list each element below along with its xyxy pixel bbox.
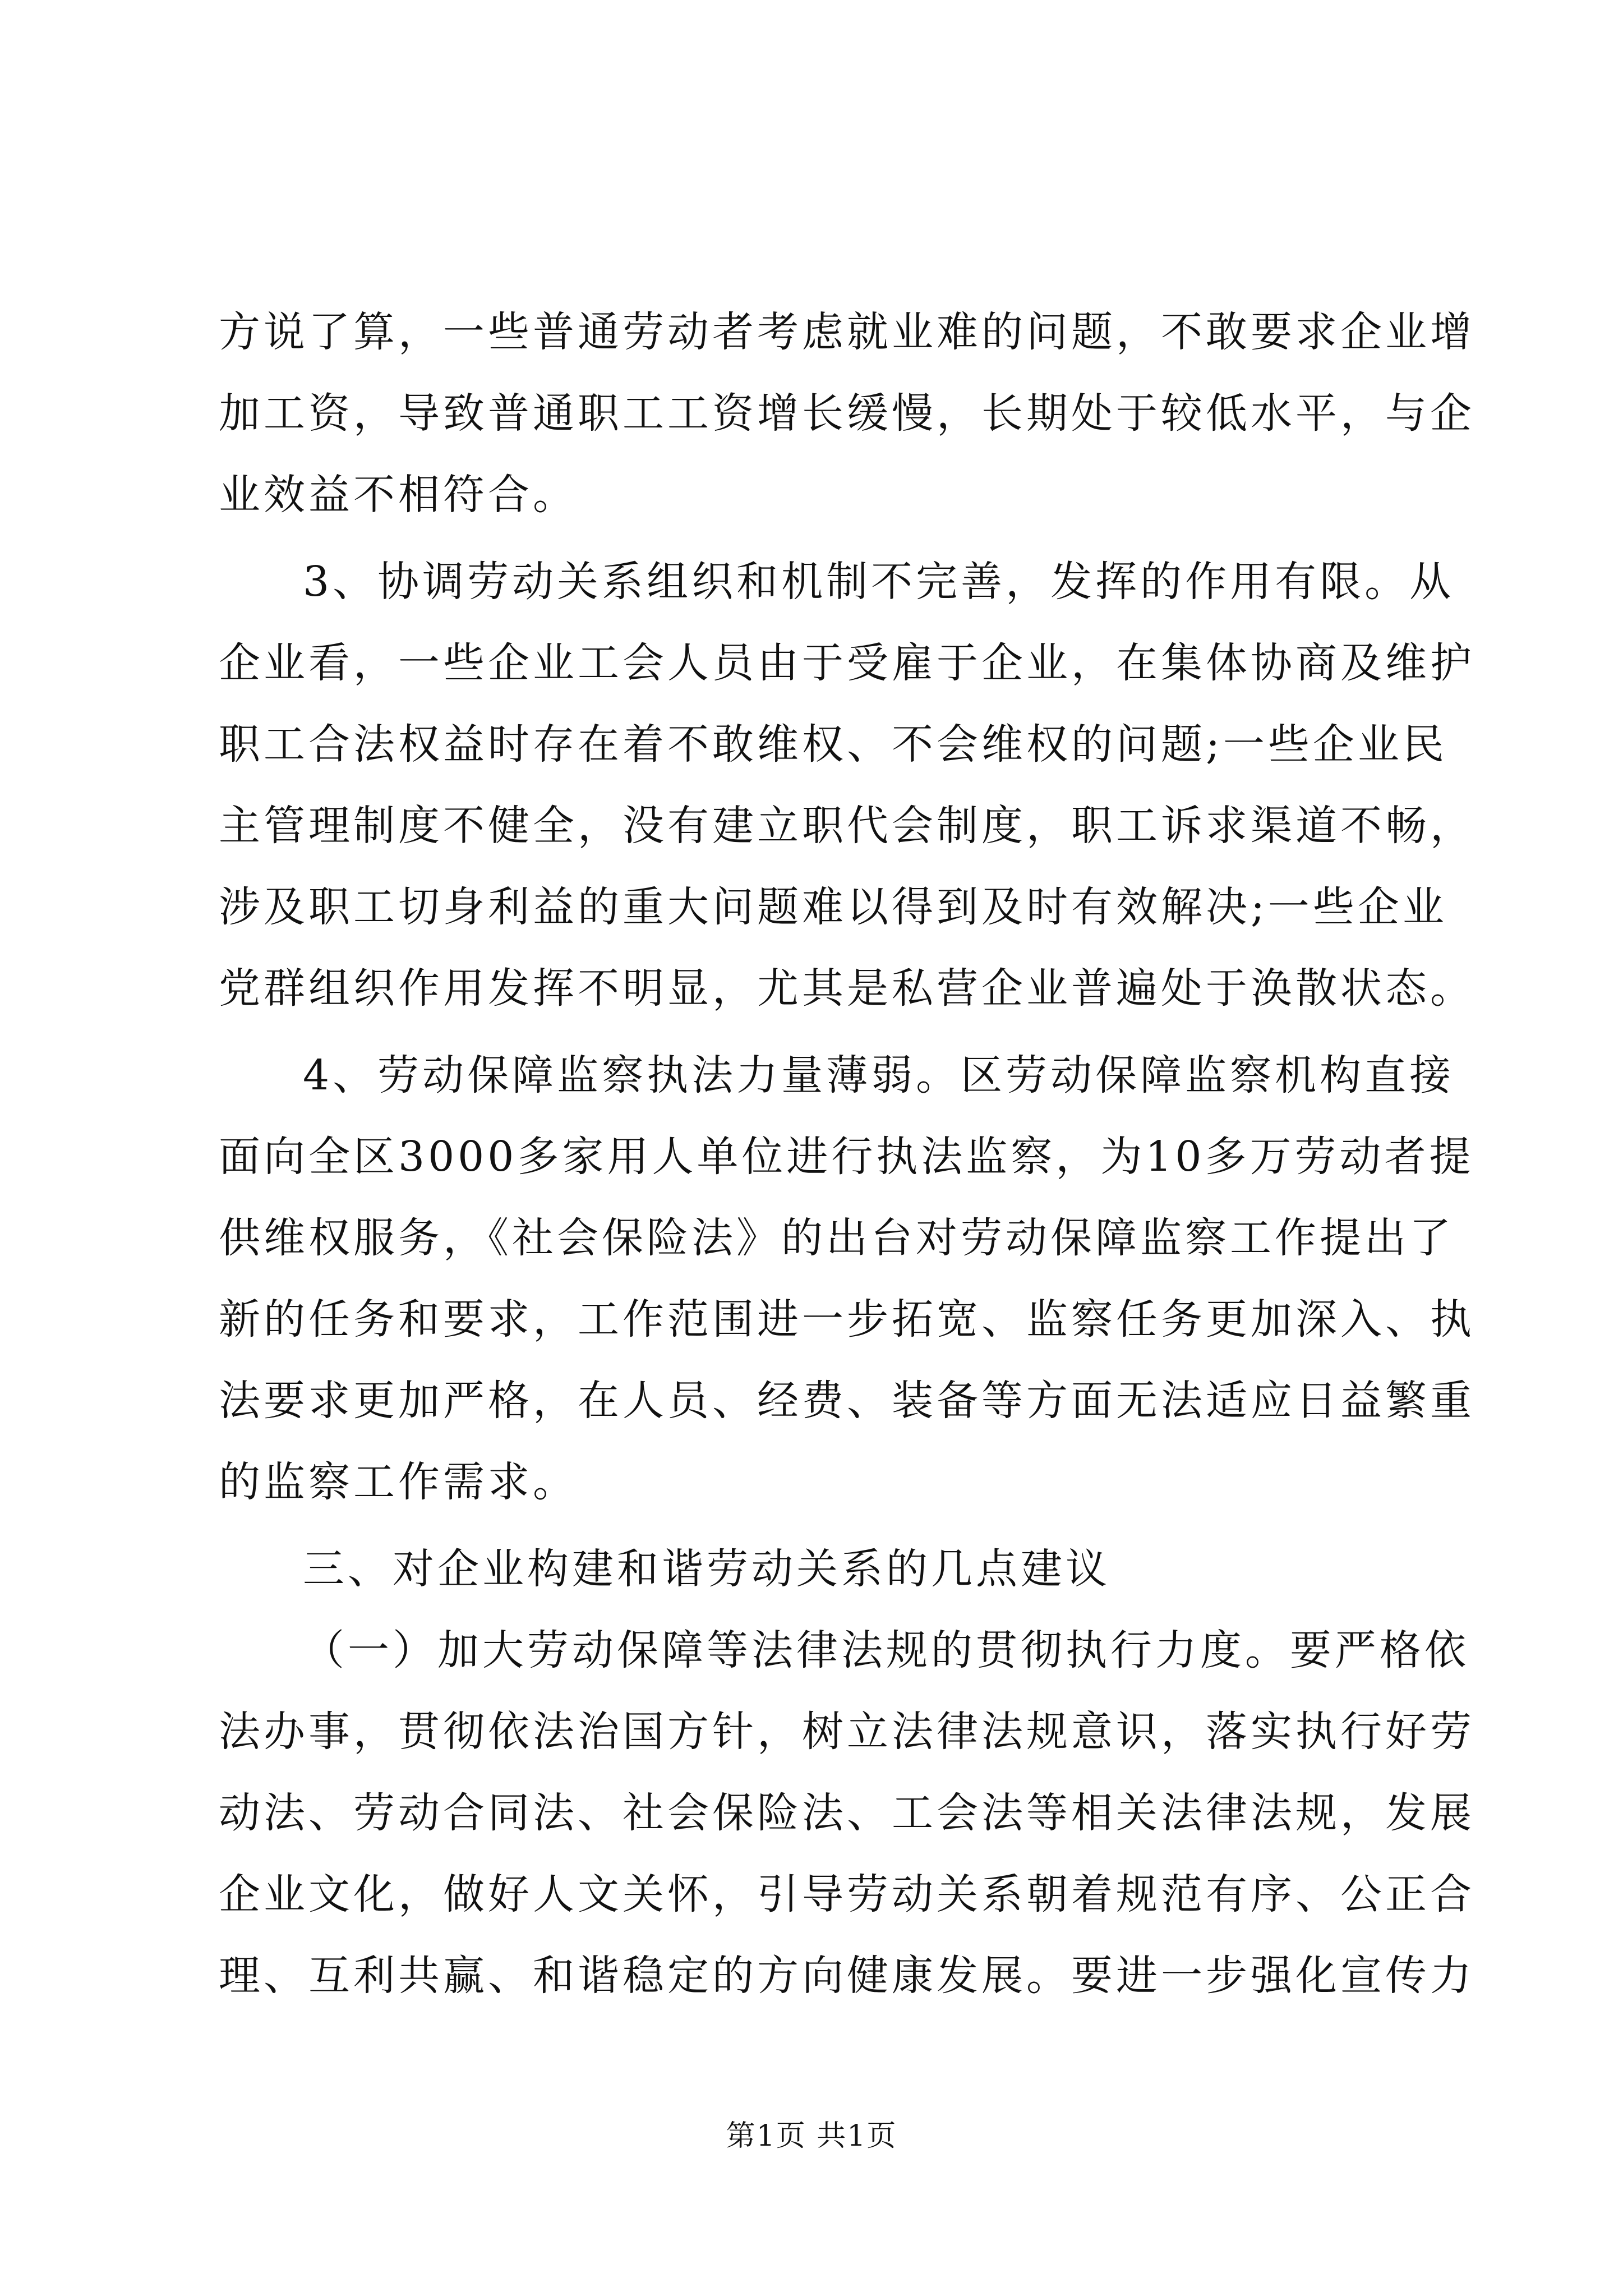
text-line: 法办事，贯彻依法治国方针，树立法律法规意识，落实执行好劳 — [219, 1708, 1475, 1756]
paragraph-3-heading-line: 3、协调劳动关系组织和机制不完善，发挥的作用有限。从 — [303, 558, 1455, 606]
text-line: 企业看，一些企业工会人员由于受雇于企业，在集体协商及维护 — [219, 639, 1475, 687]
text-line: 的监察工作需求。 — [219, 1458, 578, 1506]
text-line: 面向全区3000多家用人单位进行执法监察，为10多万劳动者提 — [219, 1133, 1474, 1181]
text-line: 涉及职工切身利益的重大问题难以得到及时有效解决;一些企业 — [219, 883, 1447, 931]
text-line: 动法、劳动合同法、社会保险法、工会法等相关法律法规，发展 — [219, 1789, 1475, 1837]
text-line: 职工合法权益时存在着不敢维权、不会维权的问题;一些企业民 — [219, 720, 1447, 769]
text-line: 理、互利共赢、和谐稳定的方向健康发展。要进一步强化宣传力 — [219, 1952, 1475, 2000]
text-line: 企业文化，做好人文关怀，引导劳动关系朝着规范有序、公正合 — [219, 1870, 1475, 1918]
text-line: 业效益不相符合。 — [219, 471, 578, 519]
text-line: 主管理制度不健全，没有建立职代会制度，职工诉求渠道不畅， — [219, 802, 1475, 850]
text-line: 加工资，导致普通职工工资增长缓慢，长期处于较低水平，与企 — [219, 389, 1475, 438]
text-line: 供维权服务，《社会保险法》的出台对劳动保障监察工作提出了 — [219, 1214, 1454, 1262]
subsection-heading-line: （一）加大劳动保障等法律法规的贯彻执行力度。要严格依 — [303, 1626, 1469, 1674]
text-line: 新的任务和要求，工作范围进一步拓宽、监察任务更加深入、执 — [219, 1295, 1475, 1343]
paragraph-4-heading-line: 4、劳动保障监察执法力量薄弱。区劳动保障监察机构直接 — [303, 1051, 1455, 1099]
text-line: 党群组织作用发挥不明显，尤其是私营企业普遍处于涣散状态。 — [219, 964, 1475, 1013]
document-body — [219, 292, 1475, 2017]
text-line: 方说了算，一些普通劳动者考虑就业难的问题，不敢要求企业增 — [219, 308, 1475, 356]
text-line: 法要求更加严格，在人员、经费、装备等方面无法适应日益繁重 — [219, 1377, 1475, 1425]
section-heading: 三、对企业构建和谐劳动关系的几点建议 — [303, 1545, 1110, 1593]
page-footer: 第1页 共1页 — [726, 2119, 897, 2153]
